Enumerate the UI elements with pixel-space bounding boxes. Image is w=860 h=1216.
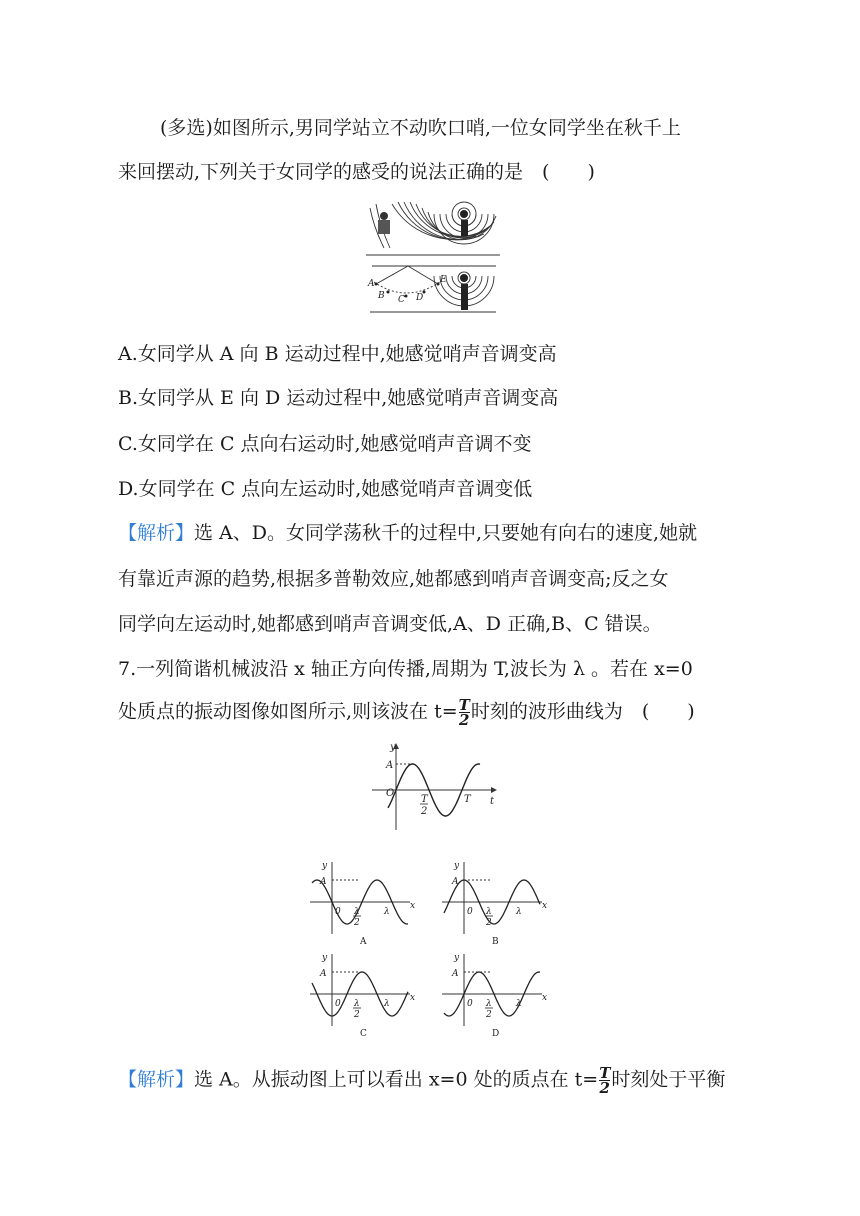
point-label-b: B [378, 291, 385, 301]
t-over-2-fraction: $\frac{T}{2}$ [599, 1064, 611, 1097]
wave-choices-figure [306, 858, 566, 1038]
svg-text:D: D [492, 1029, 500, 1038]
svg-text:0: 0 [335, 907, 341, 917]
svg-text:y: y [454, 861, 460, 871]
point-label-e: E [440, 275, 447, 285]
svg-text:2: 2 [354, 1010, 360, 1020]
svg-text:λ: λ [384, 907, 390, 917]
q7-stem-line2: 处质点的振动图像如图所示,则该波在 t= $\frac{T}{2}$ 时刻的波形曲线为 ( ) [118, 696, 695, 729]
q6-analysis-line1: 【解析】选 A、D。女同学荡秋千的过程中,只要她有向右的速度,她就 [118, 522, 698, 544]
q6-stem-line2: 来回摆动,下列关于女同学的感受的说法正确的是 ( ) [118, 161, 595, 183]
svg-text:2: 2 [486, 1010, 492, 1020]
doppler-swing-figure [366, 200, 500, 320]
svg-text:A: A [452, 969, 459, 979]
q6-option-d: D.女同学在 C 点向左运动时,她感觉哨声音调变低 [118, 478, 533, 500]
analysis-tag: 【解析】 [118, 1068, 195, 1091]
svg-text:λ: λ [486, 999, 492, 1009]
svg-text:0: 0 [467, 999, 473, 1009]
svg-text:C: C [360, 1029, 367, 1038]
svg-text:x: x [542, 993, 548, 1003]
q6-analysis-line2: 有靠近声源的趋势,根据多普勒效应,她都感到哨声音调变高;反之女 [118, 568, 669, 590]
svg-text:A: A [386, 760, 394, 771]
q6-stem-line1: (多选)如图所示,男同学站立不动吹口哨,一位女同学坐在秋千上 [160, 117, 681, 139]
wave-choice-c [310, 953, 415, 1038]
svg-text:λ: λ [354, 907, 360, 917]
svg-text:A: A [452, 877, 459, 887]
point-label-c: C [398, 295, 405, 305]
svg-text:x: x [542, 901, 548, 911]
q6-option-b: B.女同学从 E 向 D 运动过程中,她感觉哨声音调变高 [118, 387, 559, 409]
svg-text:y: y [322, 861, 328, 871]
wave-choice-b [442, 861, 547, 947]
svg-text:x: x [410, 901, 416, 911]
svg-text:y: y [322, 953, 328, 963]
svg-text:y: y [454, 953, 460, 963]
q6-option-a: A.女同学从 A 向 B 运动过程中,她感觉哨声音调变高 [118, 343, 557, 365]
svg-text:y: y [390, 742, 396, 753]
q6-option-c: C.女同学在 C 点向右运动时,她感觉哨声音调不变 [118, 433, 532, 455]
svg-text:2: 2 [354, 918, 360, 928]
svg-text:0: 0 [335, 999, 341, 1009]
wave-choice-a [310, 861, 415, 947]
svg-text:λ: λ [384, 999, 390, 1009]
svg-text:A: A [320, 877, 327, 887]
point-label-d: D [416, 293, 424, 303]
svg-text:λ: λ [516, 999, 522, 1009]
svg-text:t: t [490, 796, 495, 807]
svg-text:O: O [386, 788, 395, 799]
svg-text:T: T [421, 794, 428, 805]
vibration-graph [368, 738, 504, 834]
svg-text:x: x [410, 993, 416, 1003]
q7-analysis-line1: 【解析】选 A。从振动图上可以看出 x=0 处的质点在 t= $\frac{T}{2}$ 时刻处于平衡 [118, 1064, 726, 1097]
svg-text:λ: λ [354, 999, 360, 1009]
q6-analysis-line3: 同学向左运动时,她都感到哨声音调变低,A、D 正确,B、C 错误。 [118, 613, 662, 635]
svg-text:A: A [360, 937, 367, 947]
svg-text:2: 2 [421, 806, 428, 817]
svg-text:A: A [320, 969, 327, 979]
svg-text:0: 0 [467, 907, 473, 917]
t-over-2-fraction: $\frac{T}{2}$ [458, 696, 470, 729]
svg-text:B: B [492, 937, 499, 947]
svg-text:λ: λ [516, 907, 522, 917]
svg-text:T: T [464, 794, 471, 805]
svg-text:λ: λ [486, 907, 492, 917]
analysis-tag: 【解析】 [118, 522, 195, 544]
q7-stem-line1: 7.一列简谐机械波沿 x 轴正方向传播,周期为 T,波长为 λ 。若在 x=0 [118, 658, 693, 680]
point-label-a: A [368, 279, 375, 289]
svg-text:2: 2 [486, 918, 492, 928]
wave-choice-d [442, 953, 547, 1038]
